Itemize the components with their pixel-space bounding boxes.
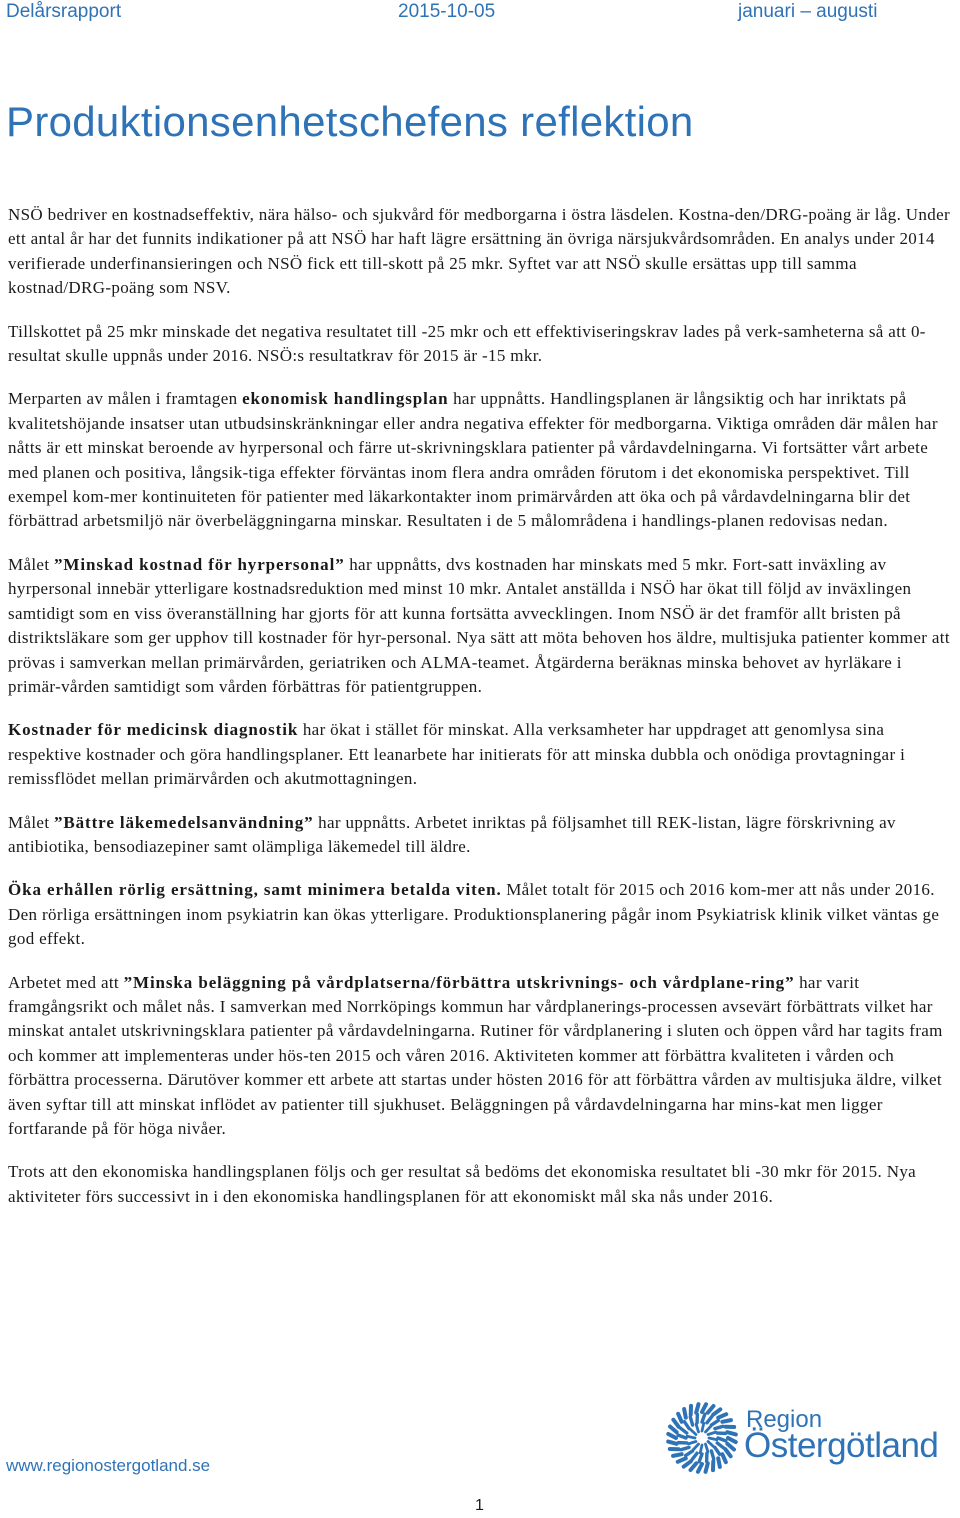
emblem-stroke xyxy=(680,1428,687,1433)
bold-phrase: ”Minskad kostnad för hyrpersonal” xyxy=(54,554,345,574)
emblem-stroke xyxy=(708,1442,714,1448)
emblem-stroke xyxy=(708,1432,716,1434)
emblem-stroke xyxy=(673,1420,678,1427)
emblem-stroke xyxy=(708,1406,714,1413)
emblem-stroke xyxy=(702,1414,705,1422)
bold-phrase: ekonomisk handlingsplan xyxy=(242,389,449,409)
emblem-stroke xyxy=(706,1463,708,1471)
body-paragraph xyxy=(8,387,952,533)
emblem-stroke xyxy=(698,1464,702,1472)
emblem-stroke xyxy=(696,1424,698,1432)
text-run: har uppnåtts. Arbetet inriktas på följsamhet till REK-listan, lägre förskrivning av antibiotika, bensodiazepiner samt olämpliga läkemedel till äldre. xyxy=(8,812,896,856)
emblem-stroke xyxy=(702,1423,704,1431)
emblem-stroke xyxy=(722,1420,731,1422)
region-logo xyxy=(664,1396,956,1476)
emblem-stroke xyxy=(715,1447,720,1454)
text-run: Målet xyxy=(8,812,55,832)
bold-phrase: ”Bättre läkemedelsanvändning” xyxy=(54,812,314,832)
footer-url[interactable]: www.regionostergotland.se xyxy=(6,1456,211,1475)
emblem-stroke xyxy=(687,1436,695,1438)
emblem-stroke xyxy=(711,1420,718,1425)
emblem-stroke xyxy=(678,1435,686,1438)
text-run: Trots att den ekonomiska handlingsplanen följs och ger resultat så bedöms det ekonomiska resultatet bli -30 mkr för 2015. Nya aktiviteter förs successivt in i den ekonomiska handlingsplanen för att ekonomiskt mål ska nås under 2016. xyxy=(8,1162,917,1206)
emblem-stroke xyxy=(696,1404,698,1412)
text-run: Målet xyxy=(8,554,55,574)
bold-phrase: Öka erhållen rörlig ersättning, samt minimera betalda viten. xyxy=(8,880,502,900)
emblem-stroke xyxy=(668,1442,676,1444)
emblem-stroke xyxy=(713,1409,720,1414)
emblem-stroke xyxy=(684,1409,686,1418)
emblem-stroke xyxy=(673,1454,682,1456)
body-paragraph xyxy=(8,203,952,301)
emblem-stroke xyxy=(727,1432,735,1434)
emblem-stroke xyxy=(722,1454,726,1462)
emblem-stroke xyxy=(702,1404,706,1412)
emblem-stroke xyxy=(718,1414,726,1418)
text-run: har uppnåtts, dvs kostnaden har minskats med 5 mkr. Fort-satt inväxling av hyrpersonal innebär ytterligare kostnadsreduktion med minst 10 mkr. Antalet anställda i NSÖ har ökat till följd av inväxlingen samtidigt som en viss överanställning har gjorts för att kunna fortsätta avvecklingen. Inom NSÖ är det framför allt bristen på distriktsläkare som ger upphov till kostnader för hyr-personal. Nya sätt att möta behoven hos äldre, multisjuka patienter kommer att prövas i samverkan mellan primärvården, geriatriken och ALMA-teamet. Åtgärderna beräknas minska behovet av hyrläkare i primär-vården samtidigt som vården förbättras för patientgruppen. xyxy=(8,554,950,696)
text-run: Tillskottet på 25 mkr minskade det negativa resultatet till -25 mkr och ett effektiviseringskrav lades på verk-samheterna så att 0-resultat skulle uppnås under 2016. NSÖ:s resultatkrav för 2015 är -15 mkr. xyxy=(8,321,926,366)
emblem-stroke xyxy=(725,1449,730,1456)
body-paragraph xyxy=(8,718,952,791)
header-report-type: Delårsrapport xyxy=(6,1,122,22)
emblem-stroke xyxy=(718,1438,726,1441)
text-run: har ökat i stället för minskat. Alla verksamheter har uppdraget att genomlysa sina respektive kostnader och göra handlingsplaner. Ett leanarbete har initierats för att minska dubbla och onödiga provtagningar i remissflödet mellan primärvården och akutmottagningen. xyxy=(8,720,906,789)
header-period: januari – augusti xyxy=(738,1,878,22)
text-run: har uppnåtts. Handlingsplanen är långsiktig och har inriktats på kvalitetshöjande insatser utan utbudsinskränkningar eller andra negativa effekter för medborgarna. Viktiga områden där målen har nåtts är ett minskat beroende av hyrpersonal och färre ut-skrivningsklara patienter på vårdavdelningarna. Vi fortsätter vårt arbete med planen och positiva, långsik-tiga effekter förväntas inom flera andra områden förutom i det ekonomiska perspektivet. Till exempel kom-mer kontinuiteten för patienter med läkarkontakter inom primärvården att öka och på vårdavdelningarna blir det förbättrad arbetsmiljö när överbeläggningarna minskar. Resultaten i de 5 målområdena i handlings-planen redovisas nedan. xyxy=(8,389,938,531)
emblem-stroke xyxy=(684,1461,691,1466)
emblem-stroke xyxy=(700,1445,702,1453)
body-paragraph xyxy=(8,320,952,369)
emblem-stroke xyxy=(715,1426,723,1428)
emblem-stroke xyxy=(690,1429,696,1435)
emblem-stroke xyxy=(709,1438,717,1440)
emblem-stroke xyxy=(728,1438,736,1442)
region-logo-emblem-icon xyxy=(664,1400,740,1476)
body-paragraph xyxy=(8,811,952,860)
emblem-stroke xyxy=(699,1454,702,1462)
emblem-stroke xyxy=(678,1414,682,1422)
emblem-stroke xyxy=(727,1444,734,1450)
emblem-stroke xyxy=(691,1463,697,1470)
emblem-stroke xyxy=(711,1451,713,1459)
body-paragraph xyxy=(8,1160,952,1209)
emblem-stroke xyxy=(717,1443,724,1448)
text-run: Målet totalt för 2015 och 2016 kom-mer att nås under 2016. Den rörliga ersättningen inom psykiatrin kan ökas ytterligare. Produktionsplanering pågår inom Psykiatrisk klinik vilket väntas ge god effekt. xyxy=(8,880,940,949)
body-paragraph xyxy=(8,971,952,1142)
bold-phrase: Kostnader för medicinsk diagnostik xyxy=(8,720,299,740)
emblem-stroke xyxy=(693,1444,699,1450)
text-run: har varit framgångsrikt och målet nås. I samverkan med Norrköpings kommun har vårdplanerings-processen avsevärt förbättrats vilket har minskat antalet utskrivningsklara patienter på vårdavdelningarna. Rutiner för vårdplanering i sluten och öppen vård har tagits fram och kommer att implementeras under hös-ten 2015 och våren 2016. Aktiviteten kommer att förbättra kvaliteten i vården och förbättra processerna. Därutöver kommer ett arbete att startas under hösten 2016 för att förbättra vården av multisjuka äldre, vilket även syftar till att minskat inflödet av patienter till sjukhuset. Beläggningen på vårdavdelningarna har mins-kat men ligger fortfarande på för höga nivåer. xyxy=(8,972,943,1138)
emblem-stroke xyxy=(681,1447,689,1449)
page-number: 1 xyxy=(475,1497,484,1514)
body-paragraph xyxy=(8,553,952,699)
emblem-stroke xyxy=(670,1427,677,1433)
body-paragraph xyxy=(8,878,952,951)
text-run: Arbetet med att xyxy=(8,972,124,992)
page-title: Produktionsenhetschefens reflektion xyxy=(6,98,694,145)
emblem-stroke xyxy=(686,1451,693,1456)
logo-text-region: Region xyxy=(746,1406,823,1433)
emblem-stroke xyxy=(688,1442,696,1444)
emblem-stroke xyxy=(706,1444,708,1452)
report-body xyxy=(8,203,952,1228)
header-date: 2015-10-05 xyxy=(398,1,496,22)
logo-text-ostergotland: Östergötland xyxy=(744,1426,939,1465)
emblem-stroke xyxy=(707,1416,712,1423)
emblem-stroke xyxy=(706,1426,712,1432)
emblem-stroke xyxy=(668,1434,676,1438)
emblem-stroke xyxy=(718,1458,720,1467)
text-run: NSÖ bedriver en kostnadseffektiv, nära hälso- och sjukvård för medborgarna i östra läsdelen. Kostna-den/DRG-poäng är låg. Under ett antal år har det funnits indikationer på att NSÖ har haft lägre ersättning än övriga närsjukvårdsområden. En analys under 2014 verifierade underfinansieringen och NSÖ fick ett till-skott på 25 mkr. Syftet var att NSÖ skulle ersättas upp till samma kostnad/DRG-poäng som NSV. xyxy=(8,205,951,298)
emblem-stroke xyxy=(690,1417,692,1425)
emblem-stroke xyxy=(684,1422,689,1429)
emblem-stroke xyxy=(678,1458,686,1462)
text-run: Merparten av målen i framtagen xyxy=(8,389,243,409)
emblem-stroke xyxy=(692,1453,697,1460)
bold-phrase: ”Minska beläggning på vårdplatserna/förbättra utskrivnings- och vårdplane-ring” xyxy=(123,972,795,992)
